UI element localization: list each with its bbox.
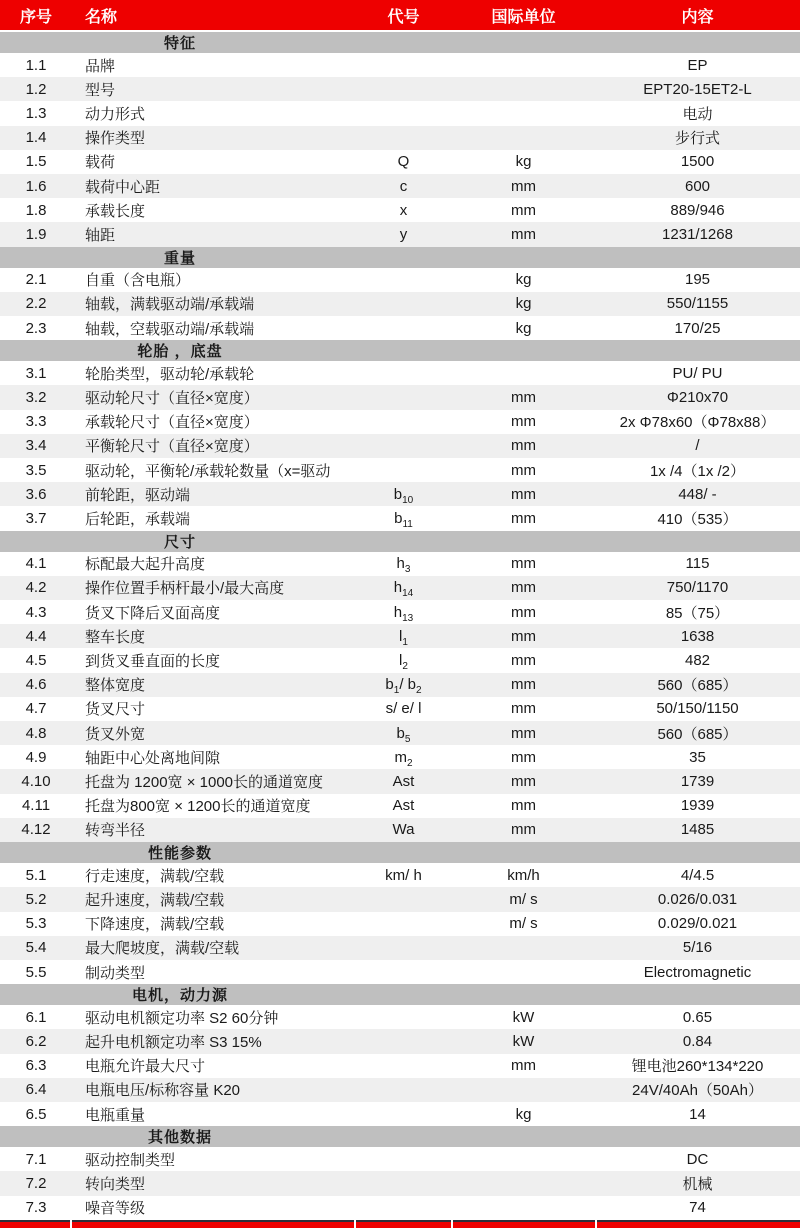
row-unit: mm <box>511 201 536 219</box>
section-header-row <box>0 984 800 1005</box>
row-value: DC <box>686 1150 709 1168</box>
section-title: 特征 <box>163 35 196 52</box>
row-index: 1.4 <box>25 129 47 147</box>
table-row <box>0 1078 800 1102</box>
row-symbol: km/ h <box>385 866 422 884</box>
table-row <box>0 316 800 340</box>
row-unit: m/ s <box>509 890 538 908</box>
row-name: 轴距 <box>85 227 116 245</box>
row-unit: mm <box>511 652 536 670</box>
row-name: 转弯半径 <box>85 822 146 840</box>
table-row <box>0 697 800 721</box>
row-index: 2.1 <box>25 271 47 289</box>
row-index: 1.2 <box>25 80 47 98</box>
row-value: 115 <box>685 555 710 573</box>
row-unit: km/h <box>507 866 540 884</box>
row-symbol: y <box>399 226 408 244</box>
footer-segment <box>597 1220 800 1228</box>
table-row <box>0 576 800 600</box>
row-name: 轴载，满载驱动端/承载端 <box>85 296 255 314</box>
row-index: 2.3 <box>25 319 47 337</box>
row-name: 轮胎类型，驱动轮/承载轮 <box>85 365 255 383</box>
section-header-row <box>0 32 800 53</box>
section-title: 轮胎 ，底盘 <box>137 343 223 361</box>
row-symbol: Q <box>397 153 410 171</box>
row-value: 5/16 <box>682 939 713 957</box>
row-value: 1638 <box>680 627 715 645</box>
row-name: 驱动轮尺寸（直径×宽度） <box>85 390 259 408</box>
row-unit: mm <box>511 461 536 479</box>
row-index: 4.1 <box>25 555 47 573</box>
row-unit: mm <box>511 555 536 573</box>
row-value: 14 <box>689 1105 706 1123</box>
row-unit: mm <box>511 485 536 503</box>
row-value: 电动 <box>682 106 713 123</box>
row-unit: m/ s <box>509 915 538 933</box>
table-row <box>0 268 800 292</box>
row-value: EPT20-15ET2-L <box>643 80 752 98</box>
row-unit: mm <box>511 437 536 455</box>
row-index: 6.3 <box>25 1057 47 1075</box>
row-value: 24V/40Ah（50Ah） <box>632 1082 763 1100</box>
row-index: 3.5 <box>25 461 47 479</box>
row-name: 驱动轮，平衡轮/承载轮数量（x=驱动 <box>85 462 331 480</box>
row-index: 1.1 <box>25 56 47 74</box>
row-unit: mm <box>511 413 536 431</box>
col-header-index: 序号 <box>19 8 52 26</box>
row-value: 550/1155 <box>666 295 729 313</box>
row-index: 3.4 <box>25 437 47 455</box>
row-value: Electromagnetic <box>643 963 752 981</box>
row-symbol: $h_{14}$ <box>393 579 414 600</box>
row-value: Φ210x70 <box>666 389 729 407</box>
row-value: 1485 <box>680 821 715 839</box>
row-unit: kW <box>512 1008 535 1026</box>
table-row <box>0 198 800 222</box>
row-unit: kW <box>512 1032 535 1050</box>
row-unit: mm <box>511 821 536 839</box>
row-value: 0.84 <box>682 1032 713 1050</box>
row-symbol: Wa <box>392 821 415 839</box>
row-name: 载荷中心距 <box>85 178 161 196</box>
table-row <box>0 434 800 458</box>
row-symbol: $l_1$ <box>399 627 408 648</box>
row-unit: kg <box>515 153 532 171</box>
table-row <box>0 1102 800 1126</box>
row-value: 1500 <box>680 153 715 171</box>
row-index: 1.9 <box>25 226 47 244</box>
table-row <box>0 361 800 385</box>
section-header-row <box>0 531 800 552</box>
row-index: 4.9 <box>25 748 47 766</box>
row-index: 3.6 <box>25 485 47 503</box>
row-value: PU/ PU <box>672 364 723 382</box>
row-symbol: x <box>399 201 408 219</box>
table-row <box>0 745 800 769</box>
row-index: 3.7 <box>25 510 47 528</box>
table-row <box>0 673 800 697</box>
row-name: 电瓶允许最大尺寸 <box>85 1058 206 1076</box>
row-index: 4.12 <box>21 821 51 839</box>
row-value: 1x /4（1x /2） <box>649 462 746 480</box>
table-row <box>0 126 800 150</box>
row-index: 4.10 <box>21 773 51 791</box>
row-unit: mm <box>511 510 536 528</box>
row-name: 动力形式 <box>85 106 146 123</box>
row-value: 482 <box>684 652 711 670</box>
row-symbol: $h_{13}$ <box>393 603 414 624</box>
section-header-row <box>0 842 800 863</box>
row-name: 托盘为 1200宽 × 1000长的通道宽度 <box>85 774 324 792</box>
row-name: 驱动电机额定功率 S2 60分钟 <box>85 1009 279 1027</box>
row-name: 操作位置手柄杆最小/最大高度 <box>85 580 285 598</box>
row-index: 3.1 <box>25 364 47 382</box>
table-row <box>0 794 800 818</box>
footer-segment <box>356 1220 451 1228</box>
row-value: 1739 <box>680 773 715 791</box>
row-symbol: $b_1/$ $b_2$ <box>385 676 422 697</box>
table-row <box>0 1147 800 1171</box>
table-row <box>0 960 800 984</box>
row-index: 4.5 <box>25 652 47 670</box>
row-symbol: $m_2$ <box>394 748 413 769</box>
table-row <box>0 53 800 77</box>
row-index: 3.2 <box>25 389 47 407</box>
table-row <box>0 648 800 672</box>
row-index: 4.11 <box>21 797 51 815</box>
row-index: 4.3 <box>25 603 47 621</box>
row-name: 整车长度 <box>85 628 146 646</box>
col-header-unit: 国际单位 <box>491 8 556 26</box>
row-name: 操作类型 <box>85 130 146 148</box>
row-unit: mm <box>511 797 536 815</box>
row-index: 5.2 <box>25 890 47 908</box>
table-row <box>0 292 800 316</box>
row-index: 1.8 <box>25 201 47 219</box>
row-name: 货叉外宽 <box>85 725 146 743</box>
row-name: 平衡轮尺寸（直径×宽度） <box>85 438 259 456</box>
row-unit: kg <box>515 319 532 337</box>
table-row <box>0 101 800 125</box>
row-index: 4.7 <box>25 700 47 718</box>
section-header-row <box>0 247 800 268</box>
table-row <box>0 552 800 576</box>
row-name: 承载轮尺寸（直径×宽度） <box>85 414 259 432</box>
row-unit: mm <box>511 177 536 195</box>
table-row <box>0 818 800 842</box>
col-header-name: 名称 <box>85 8 118 26</box>
row-value: 1231/1268 <box>662 226 733 244</box>
footer-segment <box>72 1220 353 1228</box>
row-name: 到货叉垂直面的长度 <box>85 653 221 671</box>
row-index: 7.1 <box>25 1150 47 1168</box>
row-index: 4.8 <box>25 724 47 742</box>
row-value: 4/4.5 <box>680 866 715 884</box>
section-title: 其他数据 <box>147 1129 212 1147</box>
row-name: 轴载，空载驱动端/承载端 <box>85 320 255 338</box>
row-value: 560（685） <box>657 677 738 695</box>
row-name: 后轮距，承载端 <box>85 511 191 529</box>
section-header-row <box>0 1126 800 1147</box>
section-header-row <box>0 340 800 361</box>
row-name: 下降速度，满载/空载 <box>85 916 225 934</box>
row-value: 410（535） <box>657 511 738 529</box>
table-row <box>0 1005 800 1029</box>
row-index: 5.3 <box>25 915 47 933</box>
row-symbol: Ast <box>392 797 415 815</box>
row-unit: mm <box>511 603 536 621</box>
row-unit: mm <box>511 579 536 597</box>
table-row <box>0 1171 800 1195</box>
table-row <box>0 887 800 911</box>
row-index: 3.3 <box>25 413 47 431</box>
table-row <box>0 600 800 624</box>
row-value: 750/1170 <box>666 579 729 597</box>
table-row <box>0 936 800 960</box>
row-value: 0.026/0.031 <box>657 890 738 908</box>
table-row <box>0 458 800 482</box>
row-value: 600 <box>684 177 711 195</box>
row-name: 最大爬坡度，满载/空载 <box>85 940 240 958</box>
table-row <box>0 1029 800 1053</box>
row-index: 4.2 <box>25 579 47 597</box>
col-header-content: 内容 <box>681 8 714 26</box>
row-index: 6.4 <box>25 1081 47 1099</box>
row-index: 7.2 <box>25 1174 47 1192</box>
section-title: 尺寸 <box>163 533 196 551</box>
row-unit: mm <box>511 1057 536 1075</box>
row-symbol: $h_3$ <box>396 555 411 576</box>
row-index: 5.4 <box>25 939 47 957</box>
row-name: 电瓶电压/标称容量 K20 <box>85 1082 241 1100</box>
row-name: 起升速度，满载/空载 <box>85 891 225 909</box>
table-row <box>0 721 800 745</box>
row-value: 195 <box>684 271 711 289</box>
row-unit: mm <box>511 700 536 718</box>
row-name: 行走速度，满载/空载 <box>85 867 225 885</box>
row-symbol: Ast <box>392 773 415 791</box>
row-value: 0.029/0.021 <box>657 915 738 933</box>
row-index: 2.2 <box>25 295 47 313</box>
row-symbol: $b_5$ <box>396 724 411 745</box>
table-row <box>0 1054 800 1078</box>
table-row <box>0 410 800 434</box>
row-name: 转向类型 <box>85 1175 146 1193</box>
row-value: 85（75） <box>665 604 730 622</box>
row-name: 货叉下降后叉面高度 <box>85 604 221 622</box>
row-unit: mm <box>511 748 536 766</box>
row-index: 1.5 <box>25 153 47 171</box>
row-value: 机械 <box>682 1175 713 1193</box>
table-row <box>0 385 800 409</box>
row-value: 1939 <box>680 797 715 815</box>
row-name: 货叉尺寸 <box>85 701 146 719</box>
row-name: 制动类型 <box>85 964 146 982</box>
row-index: 6.5 <box>25 1105 47 1123</box>
section-title: 电机，动力源 <box>131 987 228 1005</box>
row-name: 电瓶重量 <box>85 1106 146 1124</box>
row-index: 4.4 <box>25 627 47 645</box>
row-name: 整体宽度 <box>85 677 146 695</box>
table-row <box>0 77 800 101</box>
row-symbol: c <box>399 177 408 195</box>
table-header-row <box>0 0 800 30</box>
table-row <box>0 1196 800 1220</box>
table-body <box>0 32 800 1220</box>
row-value: 2x Φ78x60（Φ78x88） <box>619 414 776 432</box>
row-index: 1.6 <box>25 177 47 195</box>
table-row <box>0 624 800 648</box>
row-index: 1.3 <box>25 105 47 122</box>
row-name: 轴距中心处离地间隙 <box>85 749 221 767</box>
row-index: 5.1 <box>25 866 47 884</box>
section-title: 重量 <box>163 249 196 267</box>
table-row <box>0 150 800 174</box>
row-value: 448/ - <box>678 485 717 503</box>
row-value: EP <box>687 56 708 74</box>
row-name: 标配最大起升高度 <box>85 556 206 574</box>
row-value: 35 <box>689 748 706 766</box>
row-unit: mm <box>511 773 536 791</box>
row-symbol: $b_{11}$ <box>394 510 413 531</box>
row-name: 噪音等级 <box>85 1200 146 1218</box>
row-index: 7.3 <box>25 1199 47 1217</box>
row-index: 6.1 <box>25 1008 47 1026</box>
row-name: 起升电机额定功率 S3 15% <box>85 1033 262 1051</box>
table-row <box>0 912 800 936</box>
row-value: 889/946 <box>670 201 725 219</box>
row-value: 170/25 <box>674 319 721 337</box>
row-value: 锂电池260*134*220 <box>631 1058 764 1076</box>
row-name: 前轮距，驱动端 <box>85 486 191 504</box>
row-symbol: $l_2$ <box>399 652 408 673</box>
row-value: / <box>695 437 700 455</box>
row-symbol: $b_{10}$ <box>393 485 414 506</box>
row-unit: mm <box>511 724 536 742</box>
row-index: 6.2 <box>25 1032 47 1050</box>
table-row <box>0 222 800 246</box>
row-unit: kg <box>515 271 532 289</box>
row-unit: mm <box>511 676 536 694</box>
footer-segment <box>453 1220 594 1228</box>
footer-bar <box>0 1220 800 1228</box>
row-value: 50/150/1150 <box>656 700 739 718</box>
table-row <box>0 482 800 506</box>
row-name: 品牌 <box>85 57 116 75</box>
row-value: 步行式 <box>674 130 720 148</box>
row-name: 驱动控制类型 <box>85 1151 176 1169</box>
row-index: 4.6 <box>25 676 47 694</box>
row-name: 自重（含电瓶） <box>85 272 191 290</box>
table-row <box>0 506 800 530</box>
row-name: 型号 <box>85 81 116 99</box>
table-row <box>0 769 800 793</box>
row-unit: mm <box>511 627 536 645</box>
section-title: 性能参数 <box>147 845 212 863</box>
footer-segment <box>0 1220 70 1228</box>
row-value: 560（685） <box>657 725 738 743</box>
row-unit: mm <box>511 389 536 407</box>
col-header-symbol: 代号 <box>387 8 420 26</box>
row-name: 承载长度 <box>85 202 146 220</box>
row-value: 0.65 <box>682 1008 713 1026</box>
row-unit: mm <box>511 226 536 244</box>
row-index: 5.5 <box>25 963 47 981</box>
row-unit: kg <box>515 1105 532 1123</box>
row-name: 托盘为800宽 × 1200长的通道宽度 <box>85 798 311 816</box>
table-row <box>0 863 800 887</box>
row-name: 载荷 <box>85 154 116 172</box>
table-row <box>0 174 800 198</box>
row-symbol: s/ e/ l <box>385 700 422 718</box>
row-unit: kg <box>515 295 532 313</box>
row-value: 74 <box>689 1199 706 1217</box>
